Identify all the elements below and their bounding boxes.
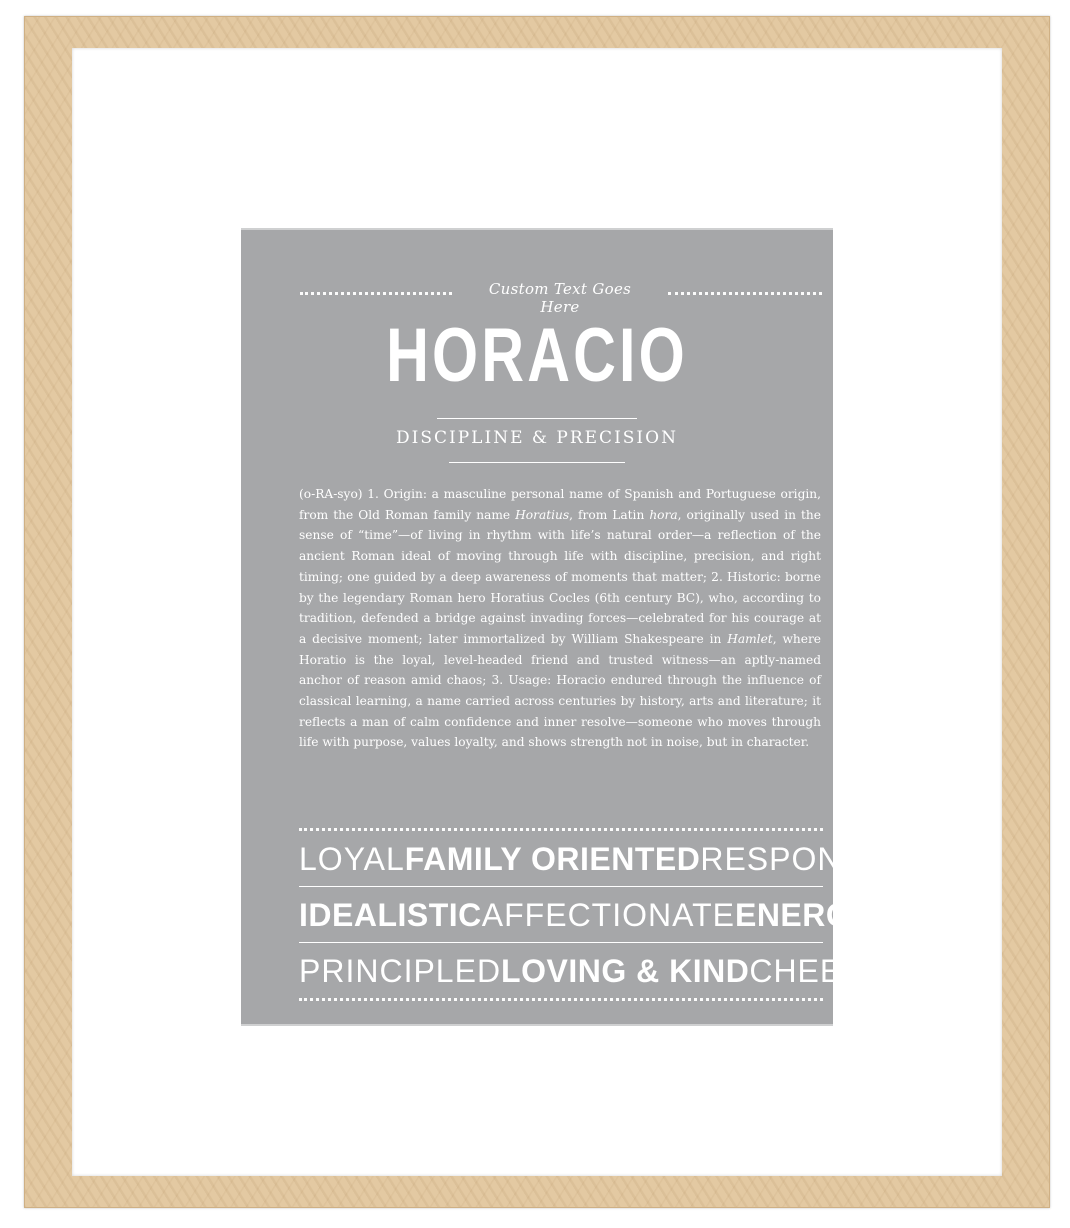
trait: RESPONSIBLE — [700, 841, 938, 877]
dotted-divider-right — [668, 292, 822, 295]
trait: PRINCIPLED — [299, 953, 502, 989]
trait: CHEERFUL — [749, 953, 930, 989]
rule-above-subtitle — [437, 418, 637, 419]
trait: LOYAL — [299, 841, 405, 877]
name-title: HORACIO — [386, 313, 688, 398]
trait-rule-2 — [299, 942, 823, 943]
dotted-divider-left — [300, 292, 452, 295]
trait: AFFECTIONATE — [481, 897, 735, 933]
name-subtitle: DISCIPLINE & PRECISION — [396, 428, 678, 448]
trait: IDEALISTIC — [299, 897, 482, 933]
custom-text-row — [300, 280, 822, 316]
trait-row-2 — [299, 892, 927, 938]
dotted-divider-traits-bottom — [299, 998, 823, 1001]
name-print — [241, 228, 938, 1026]
dotted-divider-traits-top — [299, 828, 823, 831]
trait: FAMILY ORIENTED — [404, 841, 701, 877]
trait-row-3 — [299, 948, 930, 994]
trait: LOVING & KIND — [501, 953, 750, 989]
name-definition: (o-RA-syo) 1. Origin: a masculine personal name of Spanish and Portuguese origin, from the Old Roman family name Horatius, from Latin hora, originally used in the sense of “time”—of living in rhythm with life’s natural order—a reflection of the ancient Roman ideal of moving through life with discipline, precision, and right timing; one guided by a deep awareness of moments that matter; 2. Historic: borne by the legendary Roman hero Horatius Cocles (6th century BC), who, according to tradition, defended a bridge against invading forces—celebrated for his courage at a decisive moment; later immortalized by William Shakespeare in Hamlet, where Horatio is the loyal, level-headed friend and trusted witness—an aptly-named anchor of reason amid chaos; 3. Usage: Horacio endured through the influence of classical learning, a name carried across centuries by history, arts and literature; it reflects a man of calm confidence and inner resolve—someone who moves through life with purpose, values loyalty, and shows strength not in noise, but in character. — [299, 487, 821, 750]
trait: ENERGETIC — [734, 897, 927, 933]
custom-text: Custom Text Goes Here — [488, 280, 632, 316]
trait-row-1 — [299, 836, 938, 882]
wooden-frame — [24, 16, 1050, 1208]
rule-below-subtitle — [449, 462, 625, 463]
white-mat — [72, 48, 1002, 1176]
trait-rule-1 — [299, 886, 823, 887]
